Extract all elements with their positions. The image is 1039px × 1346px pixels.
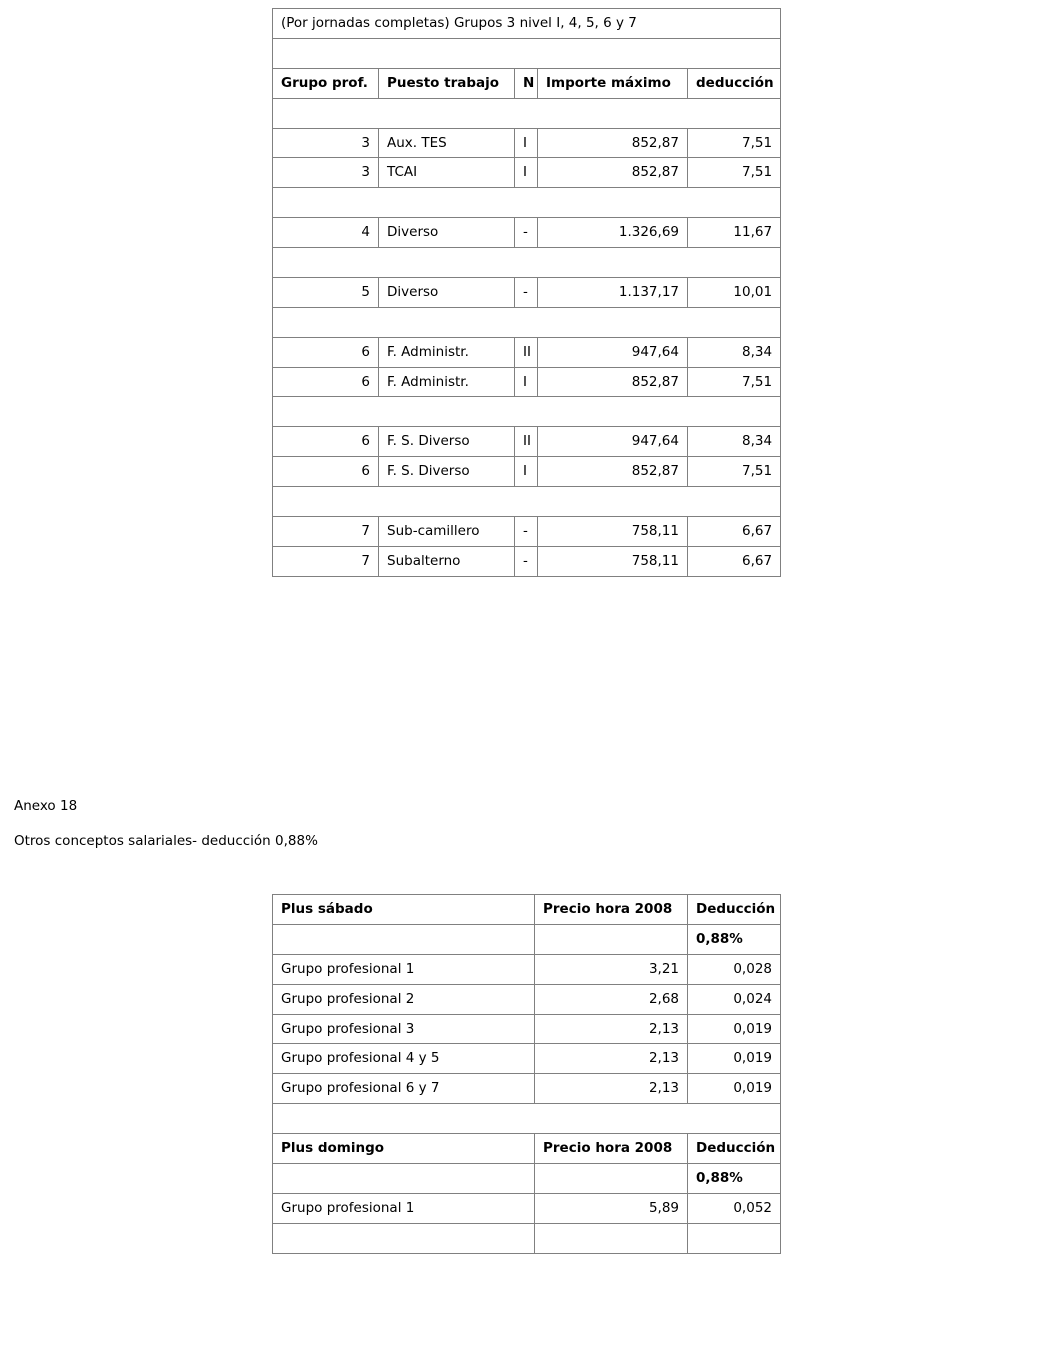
cell-importe: 1.137,17 xyxy=(538,277,688,307)
spacer-cell xyxy=(273,397,781,427)
cell-n: I xyxy=(515,457,538,487)
cell-deduccion: 7,51 xyxy=(688,158,781,188)
cell-puesto: F. S. Diverso xyxy=(379,427,515,457)
cell-precio: 3,21 xyxy=(535,954,688,984)
cell-deduccion: 10,01 xyxy=(688,277,781,307)
cell-precio: 2,68 xyxy=(535,984,688,1014)
plus-domingo-precio-header: Precio hora 2008 xyxy=(535,1134,688,1164)
spacer-row xyxy=(273,1104,781,1134)
cell-precio: 2,13 xyxy=(535,1074,688,1104)
table-row xyxy=(273,158,781,188)
anexo-title: Anexo 18 xyxy=(14,798,78,814)
empty-cell xyxy=(273,1163,535,1193)
empty-cell xyxy=(535,1163,688,1193)
header-importe-maximo: Importe máximo xyxy=(538,68,688,98)
cell-importe: 852,87 xyxy=(538,158,688,188)
table-caption-row xyxy=(273,9,781,39)
cell-concepto: Grupo profesional 2 xyxy=(273,984,535,1014)
table-row xyxy=(273,427,781,457)
cell-deduccion: 8,34 xyxy=(688,337,781,367)
table-row xyxy=(273,546,781,576)
cell-concepto: Grupo profesional 1 xyxy=(273,1193,535,1223)
cell-deduccion: 0,019 xyxy=(688,1044,781,1074)
plus-sabado-header-row xyxy=(273,895,781,925)
cell-deduccion: 0,028 xyxy=(688,954,781,984)
plus-sabado-pct-row xyxy=(273,924,781,954)
empty-cell xyxy=(535,924,688,954)
cell-grupo: 6 xyxy=(273,367,379,397)
table-row xyxy=(273,218,781,248)
cell-n: II xyxy=(515,427,538,457)
spacer-cell xyxy=(273,98,781,128)
spacer-row xyxy=(273,38,781,68)
spacer-row xyxy=(273,188,781,218)
table-row xyxy=(273,954,781,984)
cell-n: I xyxy=(515,158,538,188)
cell-deduccion: 7,51 xyxy=(688,128,781,158)
plus-domingo-deduccion-pct: 0,88% xyxy=(688,1163,781,1193)
plus-table xyxy=(272,894,781,1254)
plus-sabado-title: Plus sábado xyxy=(273,895,535,925)
header-puesto-trabajo: Puesto trabajo xyxy=(379,68,515,98)
spacer-row xyxy=(273,98,781,128)
table-row xyxy=(273,128,781,158)
cell-precio: 5,89 xyxy=(535,1193,688,1223)
cell-grupo: 5 xyxy=(273,277,379,307)
cell-n: I xyxy=(515,128,538,158)
table-row xyxy=(273,516,781,546)
cell-grupo: 4 xyxy=(273,218,379,248)
spacer-row xyxy=(273,487,781,517)
spacer-row xyxy=(273,248,781,278)
cell-puesto: Diverso xyxy=(379,218,515,248)
table-caption: (Por jornadas completas) Grupos 3 nivel I, 4, 5, 6 y 7 xyxy=(273,9,781,39)
table-row xyxy=(273,1044,781,1074)
cell-grupo: 7 xyxy=(273,516,379,546)
cell-puesto: Diverso xyxy=(379,277,515,307)
cell-deduccion: 6,67 xyxy=(688,546,781,576)
cell-n: - xyxy=(515,277,538,307)
cell-concepto: Grupo profesional 1 xyxy=(273,954,535,984)
spacer-cell xyxy=(273,248,781,278)
cell-deduccion: 11,67 xyxy=(688,218,781,248)
header-n: N xyxy=(515,68,538,98)
cell-importe: 852,87 xyxy=(538,128,688,158)
spacer-cell xyxy=(273,188,781,218)
cell-deduccion: 0,019 xyxy=(688,1014,781,1044)
cell-deduccion: 8,34 xyxy=(688,427,781,457)
cell-deduccion: 7,51 xyxy=(688,457,781,487)
cell-puesto: Subalterno xyxy=(379,546,515,576)
cell-n: II xyxy=(515,337,538,367)
spacer-cell xyxy=(273,1104,781,1134)
spacer-cell xyxy=(273,307,781,337)
plus-sabado-precio-header: Precio hora 2008 xyxy=(535,895,688,925)
table-row xyxy=(273,984,781,1014)
cell-puesto: F. Administr. xyxy=(379,337,515,367)
cell-n: I xyxy=(515,367,538,397)
cell-puesto: F. S. Diverso xyxy=(379,457,515,487)
plus-table-container xyxy=(272,894,780,1254)
spacer-cell xyxy=(273,38,781,68)
cell-deduccion: 0,024 xyxy=(688,984,781,1014)
cell-grupo: 6 xyxy=(273,427,379,457)
cell-grupo: 6 xyxy=(273,457,379,487)
spacer-row xyxy=(273,307,781,337)
table-row xyxy=(273,1074,781,1104)
cell-importe: 947,64 xyxy=(538,427,688,457)
table-row xyxy=(273,337,781,367)
cell-grupo: 7 xyxy=(273,546,379,576)
cell-puesto: TCAI xyxy=(379,158,515,188)
plus-domingo-pct-row xyxy=(273,1163,781,1193)
cell-grupo: 3 xyxy=(273,158,379,188)
cell-importe: 852,87 xyxy=(538,367,688,397)
cell-puesto: F. Administr. xyxy=(379,367,515,397)
cell-importe: 947,64 xyxy=(538,337,688,367)
cell-n: - xyxy=(515,516,538,546)
table-row xyxy=(273,367,781,397)
cell-concepto: Grupo profesional 6 y 7 xyxy=(273,1074,535,1104)
cell-deduccion: 6,67 xyxy=(688,516,781,546)
cell-concepto xyxy=(273,1223,535,1253)
spacer-cell xyxy=(273,487,781,517)
cell-precio: 2,13 xyxy=(535,1014,688,1044)
table-row xyxy=(273,1193,781,1223)
cell-deduccion: 0,052 xyxy=(688,1193,781,1223)
plus-domingo-title: Plus domingo xyxy=(273,1134,535,1164)
header-deduccion: deducción xyxy=(688,68,781,98)
cell-precio: 2,13 xyxy=(535,1044,688,1074)
cell-concepto: Grupo profesional 3 xyxy=(273,1014,535,1044)
plus-domingo-header-row xyxy=(273,1134,781,1164)
table-header-row xyxy=(273,68,781,98)
table-row xyxy=(273,277,781,307)
cell-deduccion: 0,019 xyxy=(688,1074,781,1104)
cell-importe: 1.326,69 xyxy=(538,218,688,248)
cell-grupo: 6 xyxy=(273,337,379,367)
salary-table-container xyxy=(272,8,780,577)
cell-importe: 758,11 xyxy=(538,546,688,576)
cell-importe: 852,87 xyxy=(538,457,688,487)
cell-precio xyxy=(535,1223,688,1253)
cell-n: - xyxy=(515,218,538,248)
anexo-subtitle: Otros conceptos salariales- deducción 0,88% xyxy=(14,833,318,849)
cell-n: - xyxy=(515,546,538,576)
empty-cell xyxy=(273,924,535,954)
table-row-partial xyxy=(273,1223,781,1253)
table-row xyxy=(273,1014,781,1044)
cell-grupo: 3 xyxy=(273,128,379,158)
plus-sabado-deduccion-pct: 0,88% xyxy=(688,924,781,954)
header-grupo-prof: Grupo prof. xyxy=(273,68,379,98)
plus-domingo-deduccion-header: Deducción xyxy=(688,1134,781,1164)
salary-table xyxy=(272,8,781,577)
cell-concepto: Grupo profesional 4 y 5 xyxy=(273,1044,535,1074)
cell-puesto: Aux. TES xyxy=(379,128,515,158)
table-row xyxy=(273,457,781,487)
cell-deduccion: 7,51 xyxy=(688,367,781,397)
cell-puesto: Sub-camillero xyxy=(379,516,515,546)
cell-importe: 758,11 xyxy=(538,516,688,546)
cell-deduccion xyxy=(688,1223,781,1253)
spacer-row xyxy=(273,397,781,427)
plus-sabado-deduccion-header: Deducción xyxy=(688,895,781,925)
